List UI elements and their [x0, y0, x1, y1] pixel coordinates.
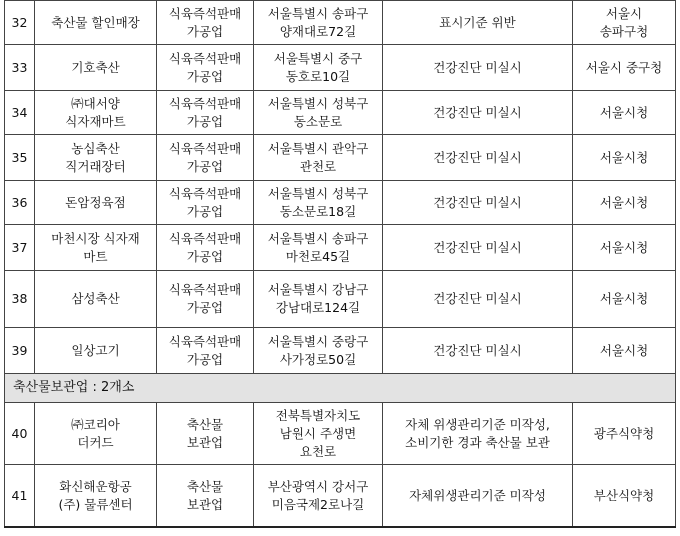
- business-name-cell: [35, 271, 157, 328]
- business-name-cell: [35, 45, 157, 91]
- business-type-cell: [157, 225, 254, 271]
- violation-line: 건강진단 미실시: [433, 239, 522, 255]
- business-name-line: ㈜코리아: [71, 416, 120, 432]
- business-name-cell: [35, 181, 157, 225]
- business-type-line: 가공업: [186, 113, 224, 129]
- row-number-cell: 37: [5, 225, 35, 271]
- business-name-cell: [35, 135, 157, 181]
- agency-line: 서울시청: [599, 104, 649, 120]
- row-number-cell: 34: [5, 91, 35, 135]
- agency-line: 송파구청: [599, 23, 649, 39]
- address-cell: [254, 465, 383, 528]
- business-type-cell: [157, 465, 254, 528]
- address-line: 전북특별자치도: [275, 407, 361, 423]
- table-row: [5, 225, 676, 271]
- address-cell: [254, 181, 383, 225]
- business-type-cell: [157, 1, 254, 45]
- business-name-line: ㈜대서양: [71, 95, 120, 111]
- table-row: [5, 45, 676, 91]
- business-type-line: 축산물: [186, 416, 224, 432]
- agency-line: 서울시: [605, 5, 643, 21]
- row-number-cell: 36: [5, 181, 35, 225]
- business-name-line: 기호축산: [71, 59, 120, 75]
- violation-cell: [383, 181, 573, 225]
- violation-line: 건강진단 미실시: [433, 194, 522, 210]
- violation-cell: [383, 403, 573, 465]
- business-type-line: 가공업: [186, 351, 224, 367]
- business-type-line: 가공업: [186, 300, 224, 315]
- business-type-line: 식육즉석판매: [168, 333, 242, 349]
- row-number-cell: 38: [5, 271, 35, 328]
- agency-line: 서울시청: [599, 149, 649, 165]
- violation-cell: [383, 91, 573, 135]
- business-type-cell: [157, 403, 254, 465]
- business-type-line: 보관업: [186, 496, 224, 512]
- table-row: [5, 1, 676, 45]
- business-name-cell: [35, 403, 157, 465]
- business-name-line: 직거래장터: [65, 158, 126, 174]
- section-title: 축산물보관업 : 2개소: [5, 374, 676, 403]
- address-cell: [254, 1, 383, 45]
- business-type-line: 가공업: [186, 203, 224, 219]
- table-row: [5, 91, 676, 135]
- table-row: [5, 181, 676, 225]
- address-cell: [254, 45, 383, 91]
- address-line: 마천로45길: [285, 248, 351, 264]
- table-row: [5, 328, 676, 374]
- row-number-cell: 32: [5, 1, 35, 45]
- business-type-line: 가공업: [186, 248, 224, 264]
- agency-cell: [573, 225, 676, 271]
- address-line: 서울특별시 성북구: [267, 95, 369, 111]
- business-type-line: 식육즉석판매: [168, 5, 242, 21]
- row-number-cell: 41: [5, 465, 35, 528]
- address-line: 동호로10길: [285, 68, 351, 84]
- address-line: 요천로: [299, 443, 337, 459]
- business-type-cell: [157, 45, 254, 91]
- agency-cell: [573, 181, 676, 225]
- agency-line: 부산식약청: [593, 487, 655, 503]
- row-number-cell: 39: [5, 328, 35, 374]
- row-number-cell: 33: [5, 45, 35, 91]
- address-line: 서울특별시 관악구: [267, 140, 369, 156]
- row-number-cell: 35: [5, 135, 35, 181]
- business-type-line: 축산물: [186, 478, 224, 494]
- violation-cell: [383, 328, 573, 374]
- violation-line: 표시기준 위반: [439, 14, 516, 30]
- address-line: 서울특별시 송파구: [267, 5, 369, 21]
- business-type-line: 식육즉석판매: [168, 282, 242, 297]
- violation-line: 소비기한 경과 축산물 보관: [405, 434, 550, 450]
- violation-line: 자체 위생관리기준 미작성,: [405, 416, 550, 432]
- address-cell: [254, 91, 383, 135]
- agency-cell: [573, 271, 676, 328]
- business-type-line: 식육즉석판매: [168, 95, 242, 111]
- agency-line: 서울시청: [599, 291, 649, 306]
- business-type-line: 식육즉석판매: [168, 140, 242, 156]
- violation-table: [4, 0, 676, 528]
- violation-cell: [383, 271, 573, 328]
- table-row: [5, 465, 676, 528]
- business-type-line: 보관업: [186, 434, 224, 450]
- business-name-cell: [35, 328, 157, 374]
- agency-line: 서울시청: [599, 342, 649, 358]
- agency-cell: [573, 328, 676, 374]
- agency-cell: [573, 1, 676, 45]
- business-name-line: 화신해운항공: [59, 478, 132, 494]
- address-line: 서울특별시 중랑구: [267, 333, 369, 349]
- address-cell: [254, 225, 383, 271]
- agency-cell: [573, 91, 676, 135]
- section-row: [5, 374, 676, 403]
- address-line: 서울특별시 강남구: [267, 282, 369, 297]
- business-name-cell: [35, 91, 157, 135]
- business-name-cell: [35, 1, 157, 45]
- address-line: 서울특별시 중구: [273, 50, 363, 66]
- business-type-cell: [157, 135, 254, 181]
- business-name-line: 더커드: [77, 434, 114, 450]
- business-type-line: 식육즉석판매: [168, 185, 242, 201]
- agency-cell: [573, 403, 676, 465]
- table-row: [5, 271, 676, 328]
- business-type-cell: [157, 91, 254, 135]
- address-cell: [254, 403, 383, 465]
- business-type-cell: [157, 181, 254, 225]
- violation-cell: [383, 225, 573, 271]
- business-name-line: 마천시장 식자재: [51, 230, 140, 246]
- address-line: 남원시 주생면: [279, 425, 357, 441]
- agency-cell: [573, 135, 676, 181]
- agency-cell: [573, 45, 676, 91]
- row-number-cell: 40: [5, 403, 35, 465]
- business-type-line: 가공업: [186, 23, 224, 39]
- violation-line: 건강진단 미실시: [433, 291, 522, 306]
- address-cell: [254, 328, 383, 374]
- business-name-cell: [35, 465, 157, 528]
- agency-cell: [573, 465, 676, 528]
- business-name-line: (주) 물류센터: [58, 496, 133, 512]
- business-name-line: 삼성축산: [71, 291, 120, 306]
- business-name-line: 마트: [83, 248, 108, 264]
- violation-line: 건강진단 미실시: [433, 342, 522, 358]
- business-type-line: 식육즉석판매: [168, 230, 242, 246]
- address-line: 부산광역시 강서구: [267, 478, 369, 494]
- agency-line: 서울시청: [599, 239, 649, 255]
- business-name-line: 일상고기: [71, 342, 120, 358]
- violation-line: 자체위생관리기준 미작성: [409, 487, 546, 503]
- business-name-line: 축산물 할인매장: [51, 14, 140, 30]
- table-row: [5, 403, 676, 465]
- business-name-line: 식자재마트: [65, 113, 126, 129]
- business-type-line: 가공업: [186, 158, 224, 174]
- agency-line: 광주식약청: [593, 425, 655, 441]
- business-name-line: 농심축산: [71, 140, 120, 156]
- violation-cell: [383, 45, 573, 91]
- address-line: 강남대로124길: [275, 300, 361, 315]
- address-line: 동소문로18길: [279, 203, 357, 219]
- address-line: 사가정로50길: [279, 351, 357, 367]
- violation-cell: [383, 1, 573, 45]
- address-line: 동소문로: [293, 113, 343, 129]
- address-line: 미음국제2로나길: [271, 496, 365, 512]
- address-line: 서울특별시 성북구: [267, 185, 369, 201]
- violation-line: 건강진단 미실시: [433, 104, 522, 120]
- business-type-line: 가공업: [186, 68, 224, 84]
- business-type-cell: [157, 328, 254, 374]
- agency-line: 서울시 중구청: [585, 59, 663, 75]
- address-line: 서울특별시 송파구: [267, 230, 369, 246]
- violation-cell: [383, 465, 573, 528]
- business-type-line: 식육즉석판매: [168, 50, 242, 66]
- address-cell: [254, 135, 383, 181]
- business-name-cell: [35, 225, 157, 271]
- business-name-line: 돈암정육점: [65, 194, 126, 210]
- address-line: 관천로: [299, 158, 337, 174]
- business-type-cell: [157, 271, 254, 328]
- address-line: 양재대로72길: [279, 23, 357, 39]
- table-row: [5, 135, 676, 181]
- violation-line: 건강진단 미실시: [433, 59, 522, 75]
- violation-cell: [383, 135, 573, 181]
- violation-line: 건강진단 미실시: [433, 149, 522, 165]
- address-cell: [254, 271, 383, 328]
- agency-line: 서울시청: [599, 194, 649, 210]
